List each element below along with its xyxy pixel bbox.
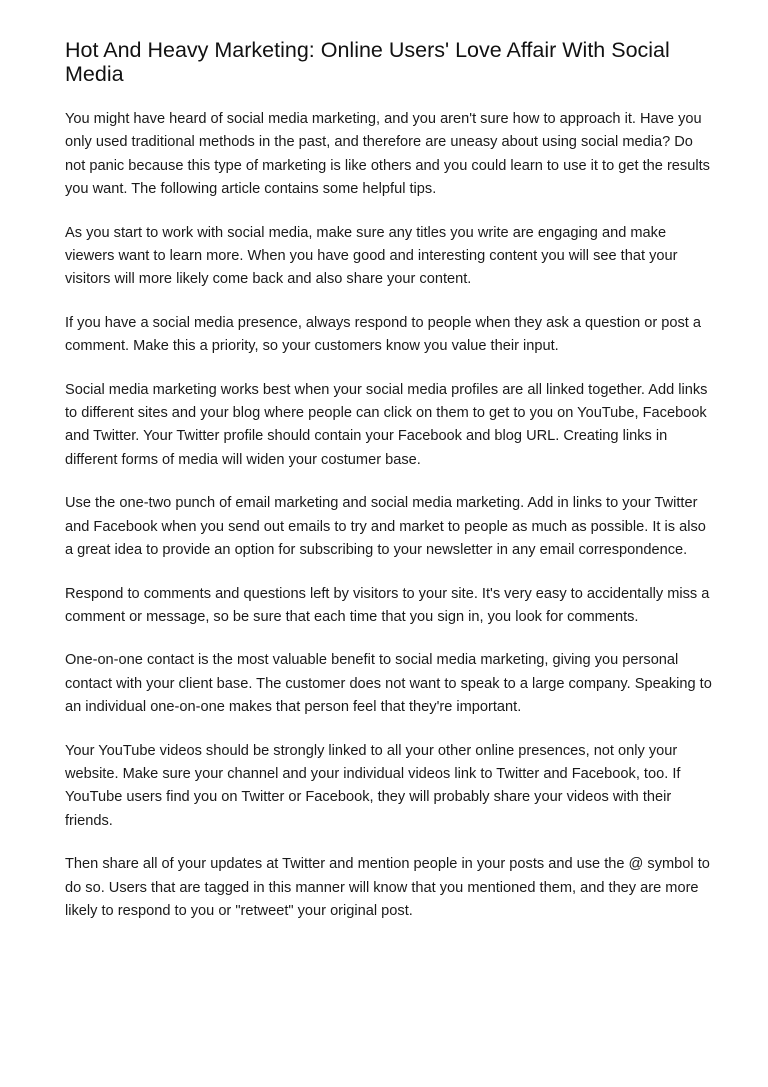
paragraph-6: Respond to comments and questions left by visitors to your site. It's very easy to accidentally miss a comment or message, so be sure that each time that you sign in, you look for comments. bbox=[65, 585, 710, 625]
paragraph-5: Use the one-two punch of email marketing and social media marketing. Add in links to your Twitter and Facebook when you send out emails to try and market to people as much as possible. It is also a great idea to provide an option for subscribing to your newsletter in any email correspondence. bbox=[65, 495, 706, 559]
document-title: Hot And Heavy Marketing: Online Users' Love Affair With Social Media bbox=[65, 38, 670, 86]
paragraph-2: As you start to work with social media, make sure any titles you write are engaging and make viewers want to learn more. When you have good and interesting content you will see that your visitors will more likely come back and also share your content. bbox=[65, 224, 678, 288]
paragraph-7: One-on-one contact is the most valuable benefit to social media marketing, giving you personal contact with your client base. The customer does not want to speak to a large company. Speaking to an individual one-on-one makes that person feel that they're important. bbox=[65, 652, 712, 716]
paragraph-4: Social media marketing works best when your social media profiles are all linked together. Add links to different sites and your blog where people can click on them to get to you on YouTube, Facebook and Twitter. Your Twitter profile should contain your Facebook and blog URL. Creating links in different forms of media will widen your costumer base. bbox=[65, 381, 708, 468]
paragraph-8: Your YouTube videos should be strongly linked to all your other online presences, not only your website. Make sure your channel and your individual videos link to Twitter and Facebook, too. If YouTube users find you on Twitter or Facebook, they will probably share your videos with their friends. bbox=[65, 742, 681, 829]
paragraph-9: Then share all of your updates at Twitter and mention people in your posts and use the @ symbol to do so. Users that are tagged in this manner will know that you mentioned them, and they are more likely to respond to you or "retweet" your original post. bbox=[65, 856, 710, 919]
paragraph-1: You might have heard of social media marketing, and you aren't sure how to approach it. Have you only used traditional methods in the past, and therefore are uneasy about using social media? Do not panic because this type of marketing is like others and you could learn to use it to get the results you want. The following article contains some helpful tips. bbox=[65, 111, 710, 198]
paragraph-3: If you have a social media presence, always respond to people when they ask a question or post a comment. Make this a priority, so your customers know you value their input. bbox=[65, 314, 702, 355]
document-page bbox=[65, 38, 715, 943]
